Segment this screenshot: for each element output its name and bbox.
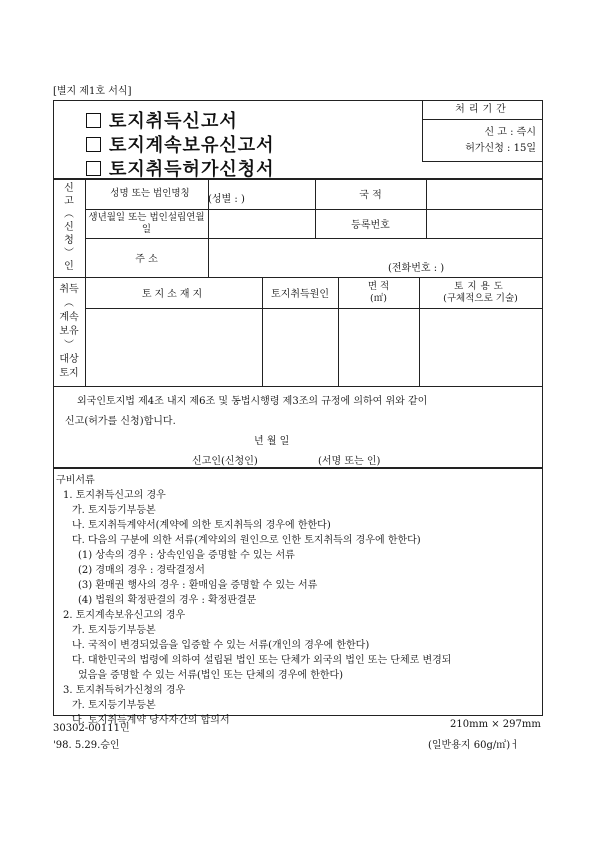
doc-line: 나. 국적이 변경되었음을 입증할 수 있는 서류(개인의 경우에 한한다) [72,640,370,651]
approval-date: '98. 5.29.승인 [53,740,120,751]
reg-number-field[interactable] [426,209,542,238]
acquisition-reason-label: 토지취득원인 [271,289,329,300]
signature-field[interactable]: (서명 또는 인) [318,456,381,467]
birth-label: 생년월일 또는 법인설립연월일 [88,211,205,235]
area-field[interactable] [338,308,419,386]
documents-title: 구비서류 [56,475,95,486]
title-option-2[interactable]: 토지계속보유신고서 [86,131,275,157]
area-label: 면 적 (㎡) [367,280,390,304]
applicant-section-label: 신 고 ︵ 신 청 ︶ 인 [64,183,74,272]
processing-period [422,101,542,162]
name-label: 성명 또는 법인명칭 [110,187,190,199]
land-use-label: 토지용도 (구체적으로 기술) [443,280,518,304]
checkbox-icon[interactable] [86,137,101,152]
doc-line: 다. 다음의 구분에 의한 서류(계약외의 원인으로 인한 토지취득의 경우에 한한다) [72,535,421,546]
nationality-field[interactable] [426,178,542,209]
title-option-1[interactable]: 토지취득신고서 [86,107,238,133]
processing-permit: 허가신청 : 15일 [465,143,536,154]
land-location-field[interactable] [85,308,262,386]
signer-label: 신고인(신청인) [192,456,258,467]
paper-type: (일반용지 60g/㎡)ㅓ [428,740,520,751]
form-code: 30302-00111민 [53,723,130,734]
doc-line: 3. 토지취득허가신청의 경우 [63,685,186,696]
nationality-label: 국 적 [359,190,382,201]
land-section-label: 취득 ︵ 계속 보유 ︶ 대상 토지 [59,283,79,379]
paper-size: 210mm × 297mm [450,719,541,730]
doc-line: 가. 토지등기부등본 [72,505,156,516]
land-location-label: 토지소재지 [141,289,206,300]
doc-line: (1) 상속의 경우 : 상속인임을 증명할 수 있는 서류 [78,550,295,561]
doc-line: 나. 토지취득계약서(계약에 의한 토지취득의 경우에 한한다) [72,520,331,531]
address-label: 주 소 [135,254,158,265]
phone-field[interactable]: (전화번호 : ) [388,262,445,274]
doc-line: 다. 대한민국의 법령에 의하여 설립된 법인 또는 단체가 외국의 법인 또는 단체로 변경되 [72,655,452,666]
checkbox-icon[interactable] [86,113,101,128]
land-use-field[interactable] [419,308,542,386]
doc-line: (4) 법원의 확정판결의 경우 : 확정판결문 [78,595,257,606]
birth-field[interactable] [208,209,315,238]
doc-line: (2) 경매의 경우 : 경락결정서 [78,565,205,576]
doc-line: 나. 토지취득계약 당사자간의 합의서 [72,715,230,726]
doc-line: (3) 환매권 행사의 경우 : 환매임을 증명할 수 있는 서류 [78,580,318,591]
reg-number-label: 등록번호 [351,220,390,231]
processing-report: 신 고 : 즉시 [484,127,536,138]
processing-header: 처리기간 [423,101,542,120]
title-block [53,100,543,180]
doc-line: 2. 토지계속보유신고의 경우 [63,610,186,621]
statement-line-1: 외국인토지법 제4조 내지 제6조 및 동법시행령 제3조의 규정에 의하여 위와 같이 [77,396,428,407]
title-option-3[interactable]: 토지취득허가신청서 [86,155,275,181]
statement-date[interactable]: 년 월 일 [254,436,290,447]
gender-field[interactable]: (성별 : ) [208,194,245,205]
doc-line: 1. 토지취득신고의 경우 [63,490,166,501]
doc-line: 었음을 증명할 수 있는 서류(법인 또는 단체의 경우에 한한다) [78,670,344,681]
doc-line: 가. 토지등기부등본 [72,625,156,636]
form-label: [별지 제1호 서식] [53,86,132,97]
checkbox-icon[interactable] [86,161,101,176]
acquisition-reason-field[interactable] [262,308,338,386]
statement-line-2: 신고(허가를 신청)합니다. [65,416,176,427]
doc-line: 가. 토지등기부등본 [72,700,156,711]
